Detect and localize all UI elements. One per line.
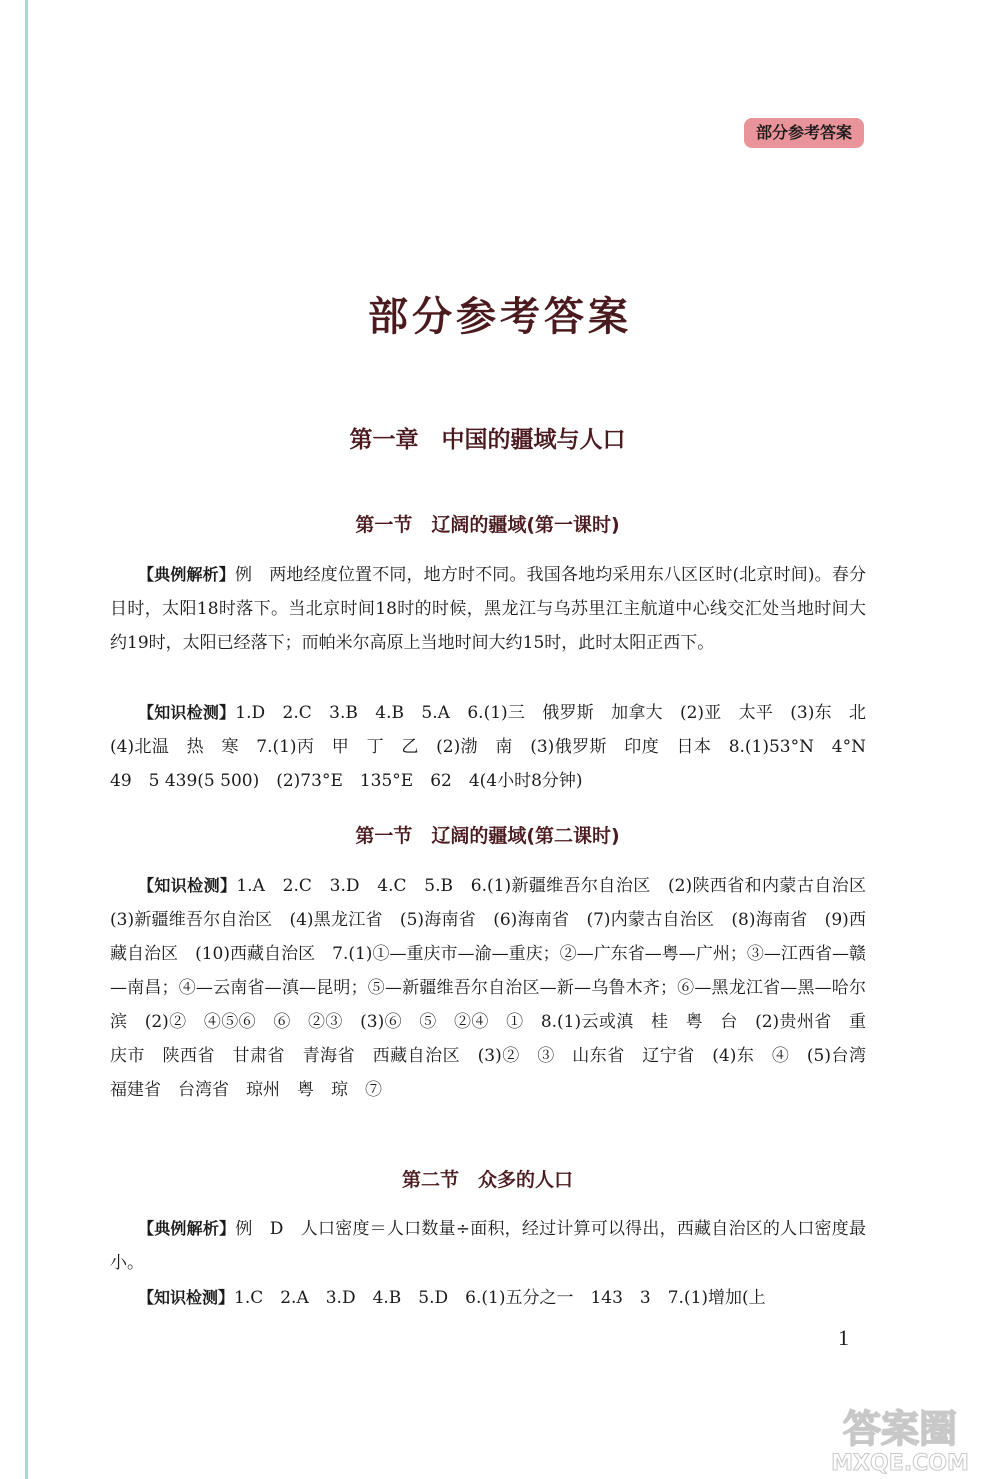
chapter-title: 第一章 中国的疆域与人口 <box>349 427 626 453</box>
page-title: 部分参考答案 <box>368 294 632 340</box>
paragraph-text: 1.A 2.C 3.D 4.C 5.B 6.(1)新疆维吾尔自治区 (2)陕西省和内蒙古自治区 (3)新疆维吾尔自治区 (4)黑龙江省 (5)海南省 (6)海南省 (7)内蒙古自治区 (8)海南省 (9)西藏自治区 (10)西藏自治区 7.(1)①—重庆市—渝—重庆；②—广东省—粤—广州；③—江西省—赣—南昌；④—云南省—滇—昆明；⑤—新疆维吾尔自治区—新—乌鲁木齐；⑥—黑龙江省—黑—哈尔滨 (2)② ④⑤⑥ ⑥ ②③ (3)⑥ ⑤ ②④ ① 8.(1)云或滇 桂 粤 台 (2)贵州省 重庆市 陕西省 甘肃省 青海省 西藏自治区 (3)② ③ 山东省 辽宁省 (4)东 ④ (5)台湾 福建省 台湾省 琼州 粤 琼 ⑦ <box>110 876 883 1100</box>
section-title: 第一节 辽阔的疆域(第一课时) <box>355 514 620 536</box>
section-title: 第二节 众多的人口 <box>401 1169 573 1191</box>
watermark-line2: MXQE.COM <box>831 1451 969 1475</box>
paragraph-tag: 【典例解析】 <box>138 565 235 584</box>
paragraph-text: 例 两地经度位置不同，地方时不同。我国各地均采用东八区区时(北京时间)。春分日时，太阳18时落下。当北京时间18时的时候，黑龙江与乌苏里江主航道中心线交汇处当地时间大约19时，太阳已经落下；而帕米尔高原上当地时间大约15时，此时太阳正西下。 <box>110 565 866 653</box>
answer-paragraph <box>110 1281 866 1315</box>
answer-paragraph <box>110 1212 866 1280</box>
page-number: 1 <box>838 1325 849 1350</box>
paragraph-text: 1.C 2.A 3.D 4.B 5.D 6.(1)五分之一 143 3 7.(1)增加(上 <box>234 1288 766 1308</box>
margin-line <box>25 0 28 1479</box>
paragraph-tag: 【知识检测】 <box>138 703 236 722</box>
paragraph-tag: 【典例解析】 <box>138 1219 236 1238</box>
paragraph-text: 1.D 2.C 3.B 4.B 5.A 6.(1)三 俄罗斯 加拿大 (2)亚 太平 (3)东 北 (4)北温 热 寒 7.(1)丙 甲 丁 乙 (2)渤 南 (3)俄罗斯 印度 日本 8.(1)53°N 4°N 49 5 439(5 500) (2)73°E 135°E 62 4(4小时8分钟) <box>110 703 883 791</box>
paragraph-text: 例 D 人口密度＝人口数量÷面积，经过计算可以得出，西藏自治区的人口密度最小。 <box>110 1219 866 1273</box>
watermark-logo <box>805 1400 995 1475</box>
answer-paragraph <box>110 696 883 798</box>
section-title: 第一节 辽阔的疆域(第二课时) <box>355 825 620 847</box>
answer-paragraph <box>110 558 866 660</box>
answer-paragraph <box>110 869 883 1107</box>
paragraph-tag: 【知识检测】 <box>138 876 237 895</box>
watermark-line1: 答案圈 <box>842 1407 958 1451</box>
header-tab: 部分参考答案 <box>744 118 864 148</box>
paragraph-tag: 【知识检测】 <box>138 1288 235 1307</box>
